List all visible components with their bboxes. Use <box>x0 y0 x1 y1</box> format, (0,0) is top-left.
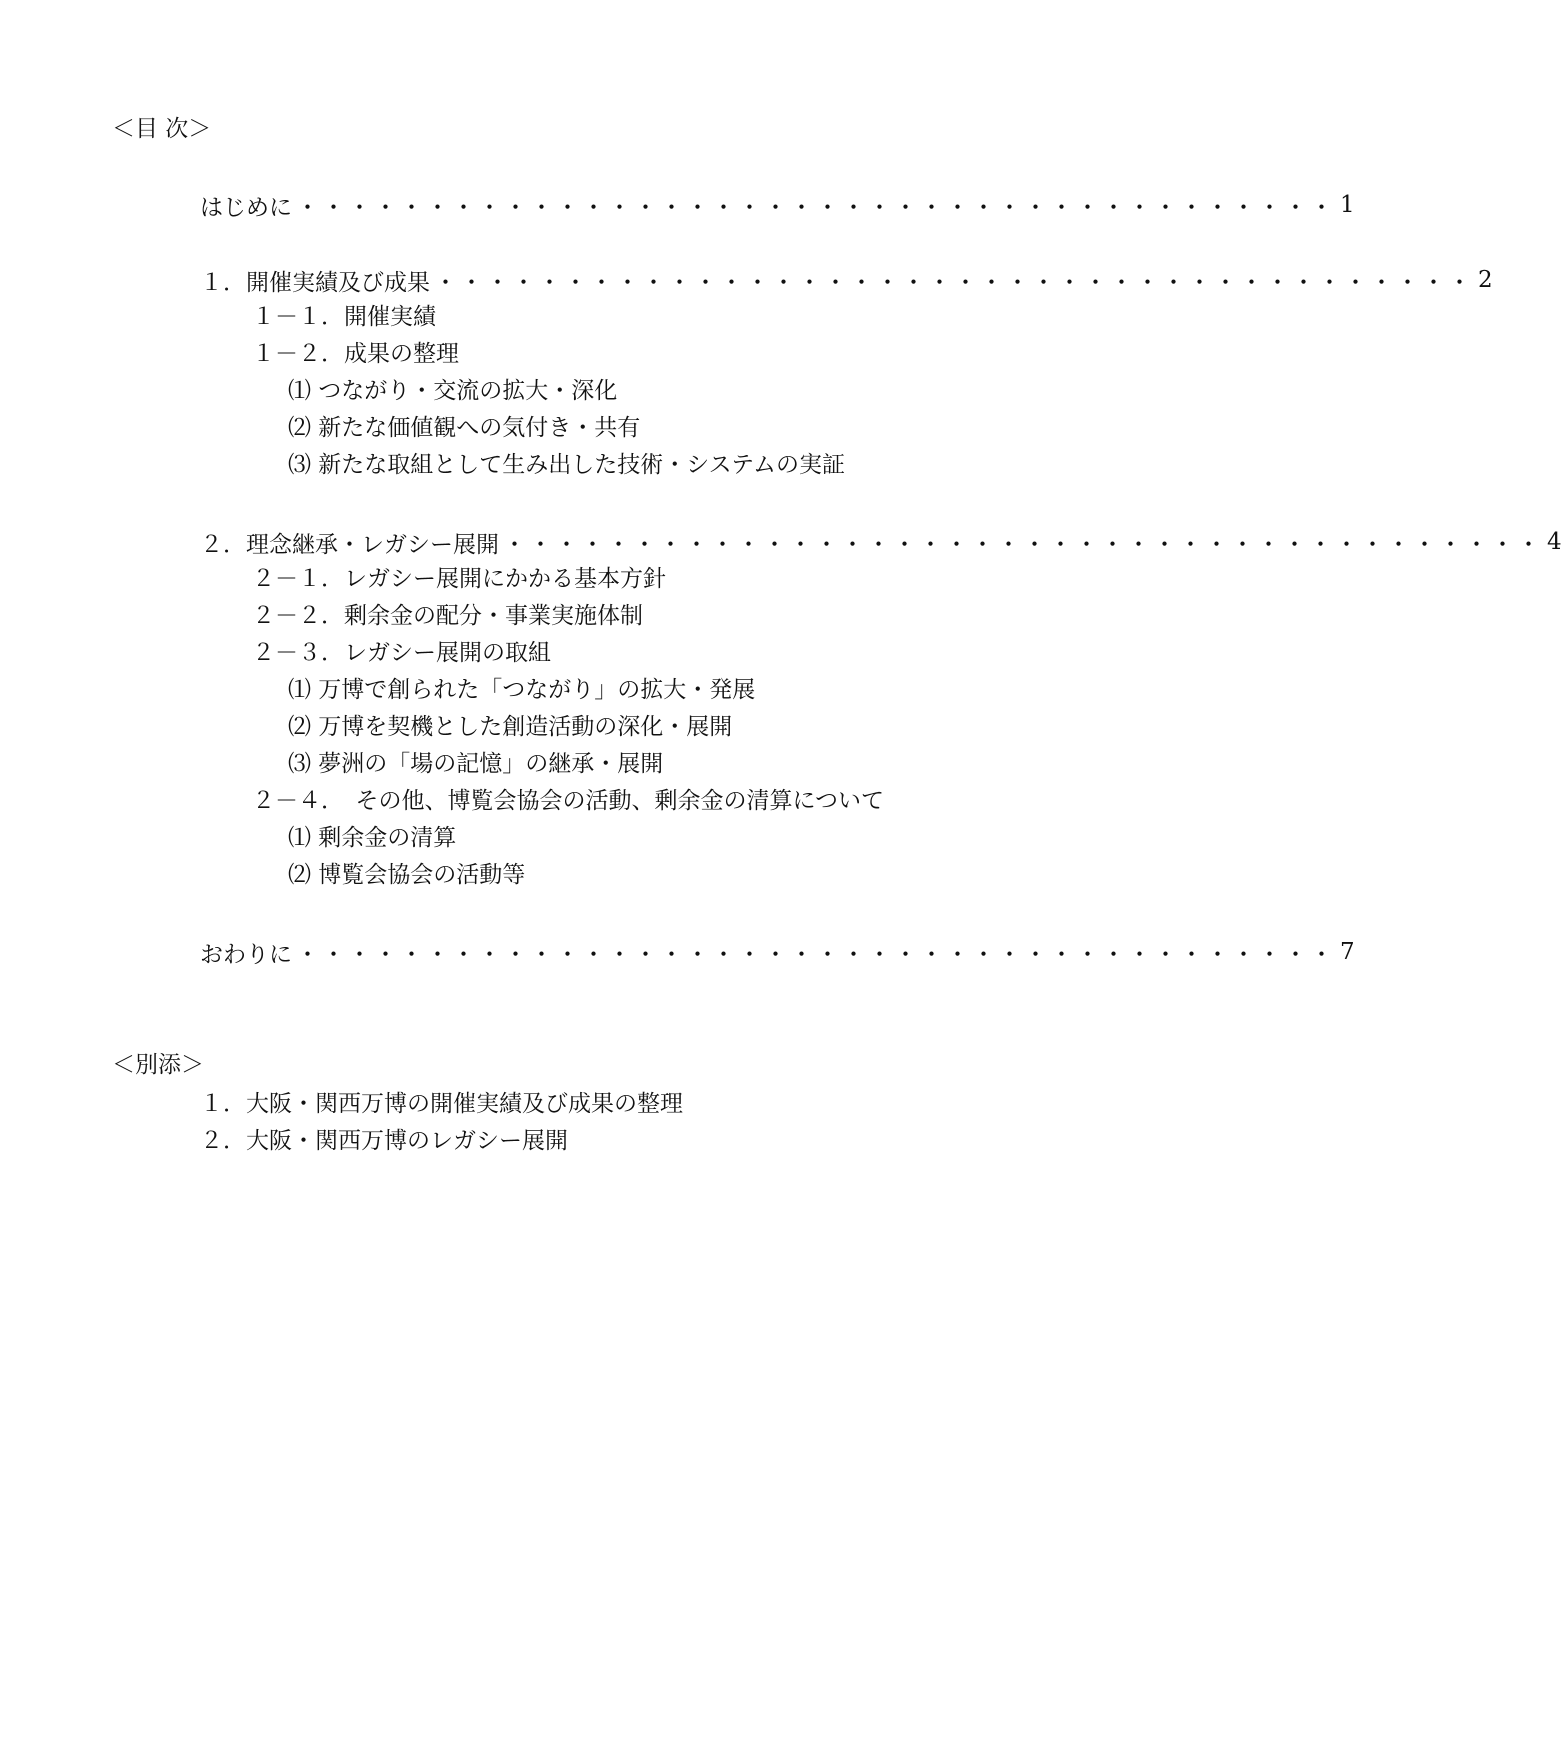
toc-page-number: 1 <box>1340 192 1355 218</box>
toc-subsection-2-3: ２－３．レガシー展開の取組 <box>252 640 551 666</box>
toc-entry-label: はじめに <box>200 194 292 221</box>
toc-entry-label: １．開催実績及び成果 <box>200 269 430 296</box>
toc-item-2-4-2: ⑵ 博覧会協会の活動等 <box>288 862 526 888</box>
toc-entry-intro <box>200 190 1355 221</box>
toc-item-2-3-1: ⑴ 万博で創られた「つながり」の拡大・発展 <box>288 677 756 703</box>
toc-leader-dots: ・・・・・・・・・・・・・・・・・・・・・・・・・・・・・・・・・・・・・・・・ <box>434 269 1474 296</box>
appendix-item-2: ２．大阪・関西万博のレガシー展開 <box>200 1128 568 1154</box>
toc-heading: ＜目 次＞ <box>112 116 212 142</box>
toc-subsection-1-1: １－１．開催実績 <box>252 304 436 330</box>
toc-item-1-2-2: ⑵ 新たな価値観への気付き・共有 <box>288 415 641 441</box>
toc-subsection-2-2: ２－２．剰余金の配分・事業実施体制 <box>252 603 643 629</box>
toc-leader-dots: ・・・・・・・・・・・・・・・・・・・・・・・・・・・・・・・・・・・・・・・・ <box>296 941 1336 968</box>
toc-page-number: 4 <box>1547 529 1562 555</box>
toc-page-number: 7 <box>1340 939 1355 965</box>
toc-leader-dots: ・・・・・・・・・・・・・・・・・・・・・・・・・・・・・・・・・・・・・・・・ <box>503 531 1543 558</box>
toc-entry-closing <box>200 937 1355 968</box>
toc-item-2-3-2: ⑵ 万博を契機とした創造活動の深化・展開 <box>288 714 733 740</box>
toc-entry-section-1 <box>200 265 1493 296</box>
appendix-item-1: １．大阪・関西万博の開催実績及び成果の整理 <box>200 1091 683 1117</box>
toc-subsection-2-1: ２－１．レガシー展開にかかる基本方針 <box>252 566 666 592</box>
toc-subsection-2-4: ２－４． その他、博覧会協会の活動、剰余金の清算について <box>252 788 885 814</box>
toc-page-number: 2 <box>1478 267 1493 293</box>
toc-entry-label: ２．理念継承・レガシー展開 <box>200 531 499 558</box>
toc-subsection-1-2: １－２．成果の整理 <box>252 341 459 367</box>
toc-item-2-4-1: ⑴ 剰余金の清算 <box>288 825 457 851</box>
toc-leader-dots: ・・・・・・・・・・・・・・・・・・・・・・・・・・・・・・・・・・・・・・・・ <box>296 194 1336 221</box>
toc-item-1-2-3: ⑶ 新たな取組として生み出した技術・システムの実証 <box>288 452 846 478</box>
toc-item-2-3-3: ⑶ 夢洲の「場の記憶」の継承・展開 <box>288 751 664 777</box>
appendix-heading: ＜別添＞ <box>112 1052 204 1078</box>
toc-item-1-2-1: ⑴ つながり・交流の拡大・深化 <box>288 378 618 404</box>
toc-entry-label: おわりに <box>200 941 292 968</box>
toc-entry-section-2 <box>200 527 1562 558</box>
